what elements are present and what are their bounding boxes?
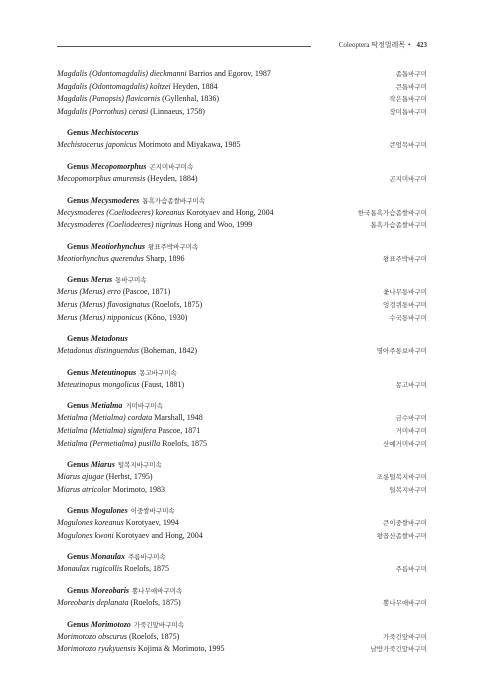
genus-korean-name: 털복지바구미속	[117, 461, 162, 470]
species-author: Heyden, 1884	[172, 81, 218, 91]
genus-group	[57, 551, 427, 576]
korean-name: 금수바구미	[395, 414, 427, 423]
genus-name: Mechistocerus	[90, 128, 139, 138]
scientific-name	[57, 68, 271, 80]
species-binomial: Monaulax rugicollis	[57, 564, 123, 574]
scientific-name	[57, 597, 181, 609]
species-binomial: Morimotozo ryukyuensis	[57, 644, 136, 654]
species-binomial: Miarus atricolor	[57, 484, 111, 494]
scientific-name	[57, 517, 179, 529]
scientific-name	[57, 530, 203, 542]
scientific-name	[57, 207, 274, 219]
species-binomial: Merus (Merus) erro	[57, 287, 121, 297]
genus-heading	[57, 333, 427, 345]
genus-heading	[57, 367, 427, 379]
species-row	[57, 425, 427, 438]
species-author: (Roelofs, 1875)	[129, 631, 180, 641]
korean-name: 장미톱바구미	[389, 107, 427, 116]
genus-korean-name: 거미바구미속	[125, 402, 164, 411]
species-author: Kojima & Morimoto, 1995	[137, 644, 225, 654]
scientific-name	[57, 106, 205, 118]
genus-group	[57, 68, 427, 118]
genus-group	[57, 367, 427, 392]
korean-name: 톱흑가슴좀쌀바구미	[370, 221, 427, 230]
genus-name: Miarus	[90, 460, 115, 470]
species-binomial: Metialma (Permetialma) pusilla	[57, 438, 161, 448]
species-binomial: Metadonus distinguendus	[57, 346, 139, 356]
genus-korean-name: 곤지미바구미속	[149, 162, 194, 171]
genus-label: Genus	[67, 161, 89, 171]
species-binomial: Mecysmoderes (Coeliodeeres) nigrinus	[57, 220, 183, 230]
species-binomial: Magdalis (Odontomagdalis) koltzei	[57, 81, 171, 91]
species-author: Morimoto and Miyakawa, 1985	[138, 140, 241, 150]
genus-name: Mogulones	[90, 506, 128, 516]
korean-name: 털복지바구미	[389, 485, 427, 494]
species-author: (Pascoe, 1871)	[122, 287, 171, 297]
species-author: Korotyaev and Hong, 2004	[186, 207, 274, 217]
korean-name: 조롱털복지바구미	[376, 473, 427, 482]
genus-korean-name: 주름바구미속	[128, 553, 166, 562]
genus-label: Genus	[67, 552, 89, 562]
species-author: Sharp, 1896	[145, 253, 185, 263]
korean-name: 왕꼽산좀쌀바구미	[376, 531, 427, 540]
scientific-name	[57, 631, 179, 643]
scientific-name	[57, 93, 219, 105]
scientific-name	[57, 412, 203, 424]
scientific-name	[57, 425, 200, 437]
scientific-name	[57, 438, 207, 450]
genus-label: Genus	[67, 241, 89, 251]
species-binomial: Magdalis (Panopsis) flavicornis	[57, 94, 161, 104]
korean-name: 거미바구미	[395, 426, 427, 435]
species-binomial: Mecopomorphus amurensis	[57, 173, 146, 183]
genus-heading	[57, 241, 427, 253]
species-author: Roelofs, 1875	[162, 438, 207, 448]
scientific-name	[57, 312, 187, 324]
species-row	[57, 379, 427, 392]
genus-korean-name: 톱흑가슴좀쌀바구미속	[142, 196, 206, 205]
species-row	[57, 597, 427, 610]
species-row	[57, 345, 427, 358]
genus-korean-name: 몽고바구미속	[139, 368, 177, 377]
species-binomial: Meteutinopus mongolicus	[57, 379, 140, 389]
genus-group	[57, 585, 427, 610]
genus-name: Metadonus	[90, 334, 128, 344]
species-row	[57, 530, 427, 543]
species-author: Hong and Woo, 1999	[184, 220, 253, 230]
genus-korean-name: 왕표주박바구미속	[148, 242, 199, 251]
genus-heading	[57, 161, 427, 173]
genus-name: Mecopomorphus	[90, 161, 147, 171]
scientific-name	[57, 173, 198, 185]
scientific-name	[57, 253, 185, 265]
species-row	[57, 139, 427, 152]
korean-name: 큰톱바구미	[395, 82, 427, 91]
species-author: (Boheman, 1842)	[141, 346, 197, 356]
scientific-name	[57, 139, 241, 151]
species-binomial: Merus (Merus) nipponicus	[57, 312, 143, 322]
species-row	[57, 517, 427, 530]
genus-heading	[57, 459, 427, 471]
genus-korean-name: 이중쌀바구미속	[130, 507, 175, 516]
genus-name: Morimotozo	[90, 619, 131, 629]
species-row	[57, 81, 427, 94]
species-author: Barrios and Egorov, 1987	[188, 69, 271, 78]
korean-name: 수국통바구미	[389, 313, 427, 322]
genus-label: Genus	[67, 334, 89, 344]
species-binomial: Moreobaris deplanata	[57, 598, 129, 608]
korean-name: 곤지미바구미	[389, 174, 427, 183]
species-row	[57, 207, 427, 220]
genus-name: Mecysmoderes	[90, 195, 140, 205]
genus-heading	[57, 400, 427, 412]
species-binomial: Mogulones kwoni	[57, 530, 114, 540]
korean-name: 옻나무통바구미	[383, 288, 427, 297]
korean-name: 엉겅퀴통바구미	[383, 300, 427, 309]
scientific-name	[57, 299, 202, 311]
genus-label: Genus	[67, 401, 89, 411]
species-author: Korotyaev and Hong, 2004	[115, 530, 203, 540]
genus-group	[57, 619, 427, 656]
header-text	[339, 40, 427, 50]
species-row	[57, 484, 427, 497]
species-author: (Heyden, 1884)	[147, 173, 198, 183]
korean-name: 남방가죽긴앞바구미	[370, 645, 427, 654]
genus-group	[57, 195, 427, 232]
genus-heading	[57, 551, 427, 563]
species-row	[57, 412, 427, 425]
genus-heading	[57, 127, 427, 139]
species-list	[57, 68, 427, 657]
genus-group	[57, 241, 427, 266]
genus-korean-name: 뽕나무애바구미속	[132, 587, 183, 596]
species-row	[57, 438, 427, 451]
species-binomial: Meotiorhynchus querendus	[57, 253, 144, 263]
korean-name: 몽고바구미	[395, 380, 427, 389]
korean-name: 산예거미바구미	[383, 439, 427, 448]
running-title: Coleoptera 딱정벌레목	[338, 41, 406, 49]
species-row	[57, 93, 427, 106]
species-binomial: Merus (Merus) flavosignatus	[57, 299, 150, 309]
korean-name: 왕표주박바구미	[383, 254, 427, 263]
genus-group	[57, 333, 427, 358]
genus-group	[57, 400, 427, 450]
header-rule	[57, 46, 311, 47]
genus-name: Meteutinopus	[90, 367, 137, 377]
species-author: Marshall, 1948	[154, 413, 203, 423]
species-binomial: Magdalis (Porrothus) cerasi	[57, 106, 149, 116]
species-author: Morimoto, 1983	[112, 484, 166, 494]
scientific-name	[57, 286, 170, 298]
species-row	[57, 106, 427, 119]
korean-name: 큰엄목바구미	[389, 141, 427, 150]
species-binomial: Mechistocerus japonicus	[57, 140, 137, 150]
species-author: Roelofs, 1875	[124, 564, 169, 574]
species-binomial: Mecysmoderes (Coeliodeeres) koreanus	[57, 207, 185, 217]
scientific-name	[57, 379, 184, 391]
korean-name: 작은톱바구미	[389, 95, 427, 104]
species-row	[57, 643, 427, 656]
genus-group	[57, 505, 427, 542]
genus-name: Merus	[90, 275, 113, 285]
korean-name: 명아주통보바구미	[376, 347, 427, 356]
species-author: (Roelofs, 1875)	[130, 598, 181, 608]
species-row	[57, 563, 427, 576]
genus-heading	[57, 619, 427, 631]
genus-heading	[57, 505, 427, 517]
genus-group	[57, 127, 427, 152]
genus-group	[57, 459, 427, 496]
species-binomial: Miarus ajugae	[57, 472, 104, 482]
korean-name: 가죽긴앞바구미	[383, 632, 427, 641]
genus-heading	[57, 274, 427, 286]
genus-name: Monaulax	[90, 552, 126, 562]
species-row	[57, 312, 427, 325]
species-binomial: Magdalis (Odontomagdalis) dieckmanni	[57, 69, 187, 78]
genus-group	[57, 161, 427, 186]
genus-label: Genus	[67, 506, 89, 516]
species-row	[57, 68, 427, 81]
genus-name: Moreobaris	[90, 586, 130, 596]
species-row	[57, 631, 427, 644]
species-author: (Herbst, 1795)	[105, 472, 153, 482]
scientific-name	[57, 219, 252, 231]
scientific-name	[57, 345, 197, 357]
species-row	[57, 299, 427, 312]
species-binomial: Morimotozo obscurus	[57, 631, 128, 641]
species-row	[57, 173, 427, 186]
species-author: (Faust, 1881)	[141, 379, 185, 389]
genus-korean-name: 통바구미속	[115, 276, 147, 285]
page-number: 423	[416, 41, 427, 49]
genus-label: Genus	[67, 128, 89, 138]
species-row	[57, 219, 427, 232]
genus-label: Genus	[67, 586, 89, 596]
korean-name: 좀톱바구미	[395, 70, 427, 78]
scientific-name	[57, 484, 165, 496]
species-row	[57, 471, 427, 484]
korean-name: 뽕나무애바구미	[383, 599, 427, 608]
scientific-name	[57, 471, 153, 483]
genus-heading	[57, 195, 427, 207]
header-bullet: •	[408, 41, 411, 49]
species-row	[57, 286, 427, 299]
species-author: (Kôno, 1930)	[144, 312, 188, 322]
genus-label: Genus	[67, 195, 89, 205]
scientific-name	[57, 643, 225, 655]
species-binomial: Metialma (Metialma) cordata	[57, 413, 153, 423]
genus-name: Metialma	[90, 401, 123, 411]
genus-label: Genus	[67, 367, 89, 377]
genus-korean-name: 가죽긴앞바구미속	[133, 620, 185, 629]
korean-name: 큰이중쌀바구미	[383, 519, 427, 528]
species-author: (Linnaeus, 1758)	[150, 106, 205, 116]
species-author: (Gyllenhal, 1836)	[162, 94, 219, 104]
species-author: Pascoe, 1871	[158, 425, 201, 435]
korean-name: 주름바구미	[395, 565, 427, 574]
genus-group	[57, 274, 427, 324]
genus-label: Genus	[67, 275, 89, 285]
genus-heading	[57, 585, 427, 597]
scientific-name	[57, 81, 218, 93]
genus-label: Genus	[67, 619, 89, 629]
korean-name: 한국톱흑가슴좀쌀바구미	[357, 208, 427, 217]
scientific-name	[57, 563, 169, 575]
species-row	[57, 253, 427, 266]
species-binomial: Mogulones koreanus	[57, 518, 124, 528]
species-author: (Roelofs, 1875)	[151, 299, 203, 309]
species-binomial: Metialma (Metialma) signifera	[57, 425, 157, 435]
genus-name: Meotiorhynchus	[90, 241, 146, 251]
genus-label: Genus	[67, 460, 89, 470]
species-author: Korotyaev, 1994	[125, 518, 179, 528]
running-header	[57, 40, 427, 52]
